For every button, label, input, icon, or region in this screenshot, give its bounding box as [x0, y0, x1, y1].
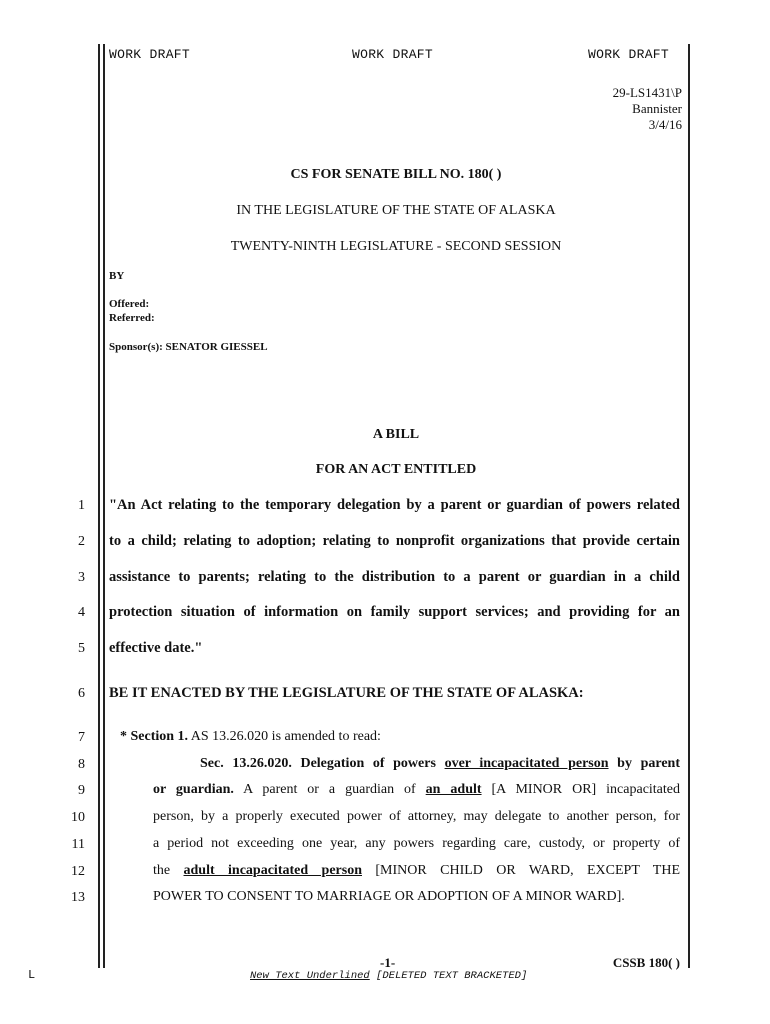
- section-1-line: * Section 1. AS 13.26.020 is amended to read:: [120, 729, 381, 744]
- enacting-clause: BE IT ENACTED BY THE LEGISLATURE OF THE STATE OF ALASKA:: [109, 685, 584, 701]
- footer-bill-id: CSSB 180( ): [612, 955, 680, 970]
- referred-label: Referred:: [109, 312, 155, 324]
- author: Bannister: [632, 101, 682, 116]
- act-entitled-heading: FOR AN ACT ENTITLED: [315, 462, 477, 477]
- bill-text-line: to a child; relating to adoption; relating to nonprofit organizations that provide certain: [109, 533, 680, 549]
- draft-date: 3/4/16: [648, 117, 682, 132]
- footer-legend: New Text Underlined [DELETED TEXT BRACKETED]: [250, 970, 528, 982]
- bill-text-line: assistance to parents; relating to the distribution to a parent or guardian in a child: [109, 569, 680, 585]
- line-number: 2: [78, 534, 85, 549]
- left-margin-rule: [98, 44, 100, 968]
- draft-label-right: WORK DRAFT: [588, 47, 670, 62]
- section-text-line: POWER TO CONSENT TO MARRIAGE OR ADOPTION OF A MINOR WARD].: [153, 889, 625, 904]
- line-number: 6: [78, 686, 85, 701]
- section-heading-line: Sec. 13.26.020. Delegation of powers over incapacitated person by parent: [200, 756, 680, 771]
- session-line: TWENTY-NINTH LEGISLATURE - SECOND SESSION: [230, 239, 562, 254]
- section-label: * Section 1.: [120, 729, 189, 744]
- a-bill-heading: A BILL: [372, 427, 420, 442]
- bill-text-line: protection situation of information on family support services; and providing for an: [109, 604, 680, 620]
- line-number: 12: [71, 864, 85, 879]
- page-number: -1-: [380, 955, 396, 970]
- section-text-line: person, by a properly executed power of attorney, may delegate to another person, for: [153, 809, 680, 824]
- document-meta: [613, 85, 682, 133]
- section-text-line: the adult incapacitated person [MINOR CHILD OR WARD, EXCEPT THE: [153, 863, 681, 878]
- offered-label: Offered:: [109, 298, 150, 310]
- section-text-line: a period not exceeding one year, any powers regarding care, custody, or property of: [153, 836, 680, 851]
- corner-mark: L: [28, 968, 36, 982]
- section-text-line: or guardian. A parent or a guardian of an adult [A MINOR OR] incapacitated: [153, 782, 680, 797]
- draft-label-center: WORK DRAFT: [352, 47, 434, 62]
- line-number: 3: [78, 570, 85, 585]
- bill-text-line: effective date.": [109, 640, 203, 656]
- doc-id: 29-LS1431\P: [612, 85, 682, 100]
- line-number: 8: [78, 757, 85, 772]
- bill-text-line: "An Act relating to the temporary delegation by a parent or guardian of powers related: [109, 497, 680, 513]
- line-number: 10: [71, 810, 85, 825]
- sponsor-line: Sponsor(s): SENATOR GIESSEL: [109, 341, 268, 353]
- draft-label-left: WORK DRAFT: [109, 47, 191, 62]
- legislature-line: IN THE LEGISLATURE OF THE STATE OF ALASKA: [236, 203, 556, 218]
- line-number: 7: [78, 730, 85, 745]
- right-margin-rule: [688, 44, 690, 968]
- line-number: 9: [78, 783, 85, 798]
- by-label: BY: [109, 270, 125, 282]
- line-number: 13: [71, 890, 85, 905]
- line-number: 5: [78, 641, 85, 656]
- line-number: 1: [78, 498, 85, 513]
- line-number: 11: [71, 837, 85, 852]
- left-margin-rule-inner: [103, 44, 105, 968]
- line-number: 4: [78, 605, 85, 620]
- bill-title: CS FOR SENATE BILL NO. 180( ): [290, 167, 502, 182]
